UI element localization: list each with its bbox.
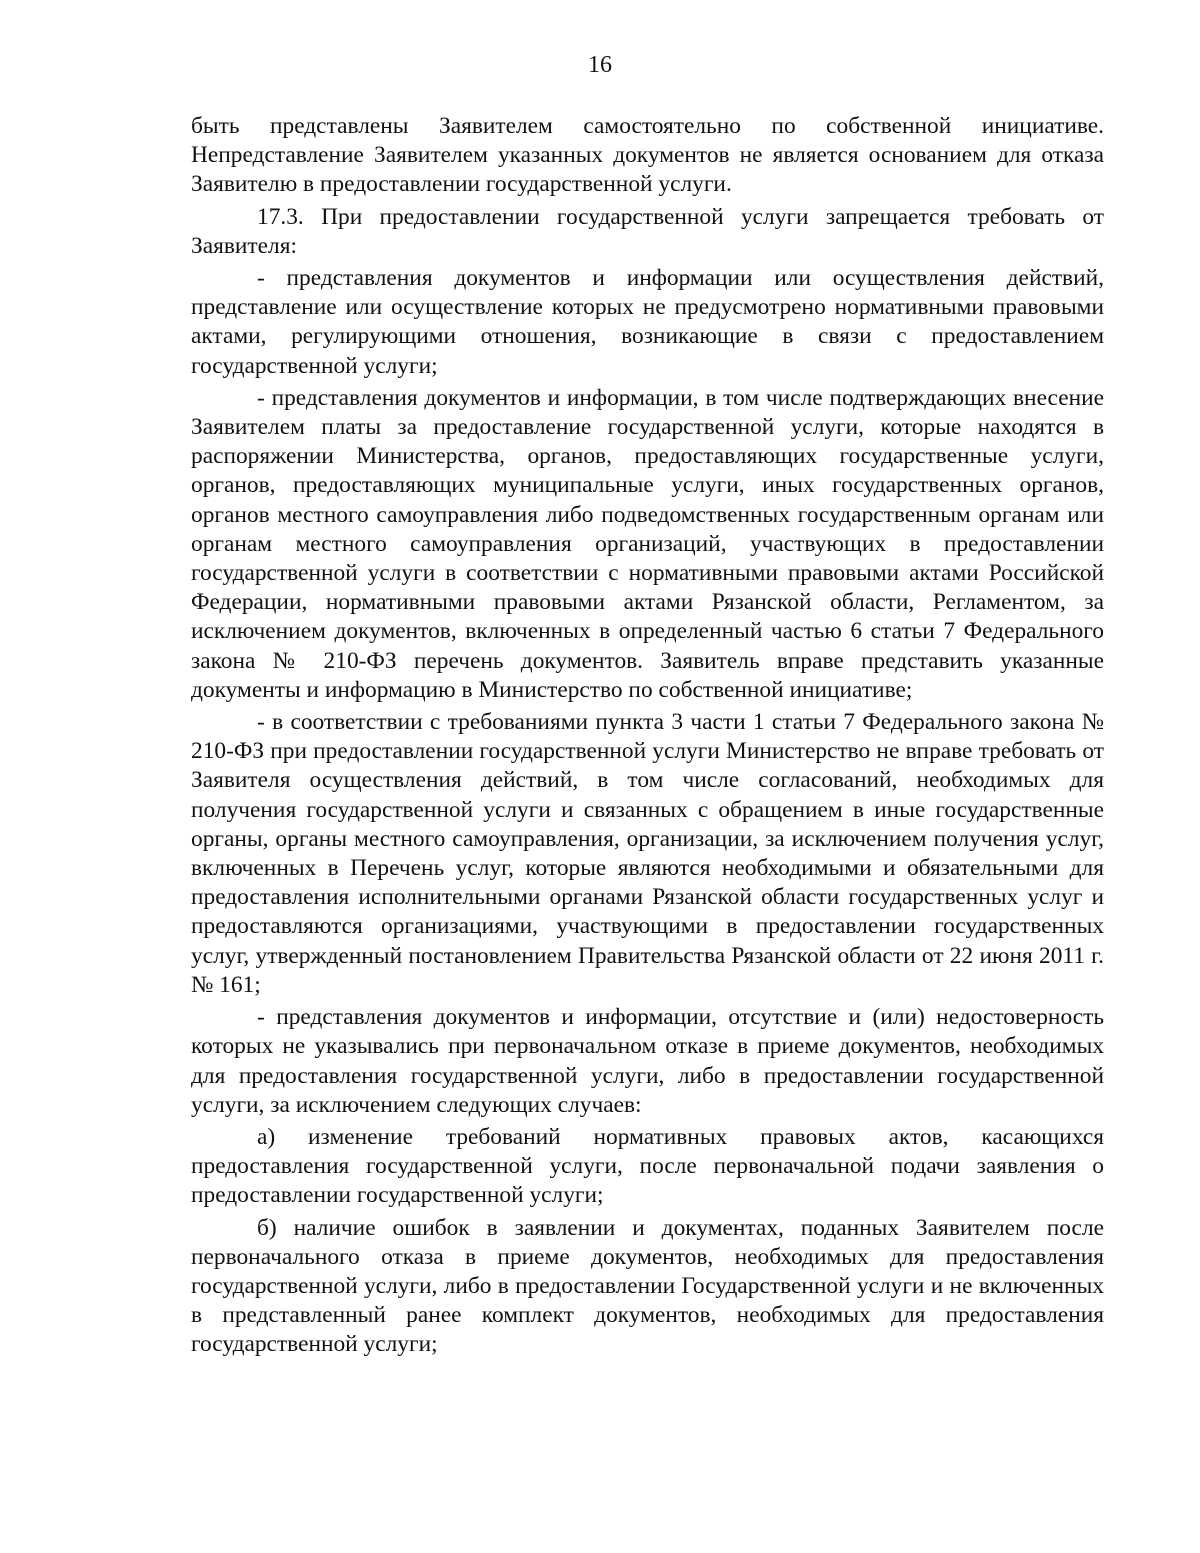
paragraph-17-3: 17.3. При предоставлении государственной услуги запрещается требовать от Заявителя:: [191, 203, 1104, 259]
paragraph-item-4: - представления документов и информации, отсутствие и (или) недостоверность которых не указывались при первоначальном отказе в приеме документов, необходимых для предоставления государственной услуги, либо в предоставлении государственной услуги, за исключением следующих случаев:: [191, 1004, 1104, 1118]
paragraph-item-3: - в соответствии с требованиями пункта 3 части 1 статьи 7 Федерального закона № 210-ФЗ при предоставлении государственной услуги Министерство не вправе требовать от Заявителя осуществления действий, в том числе согласований, необходимых для получения государственной услуги и связанных с обращением в иные государственные органы, органы местного самоуправления, организации, за исключением получения услуг, включенных в Перечень услуг, которые являются необходимыми и обязательными для предоставления исполнительными органами Рязанской области государственных услуг и предоставляются организациями, участвующими в предоставлении государственных услуг, утвержденный постановлением Правительства Рязанской области от 22 июня 2011 г. № 161;: [191, 709, 1104, 998]
page-number: 16: [588, 52, 612, 78]
paragraph-continuation: быть представлены Заявителем самостоятельно по собственной инициативе. Непредставление Заявителем указанных документов не является основанием для отказа Заявителю в предоставлении государственной услуги.: [191, 113, 1104, 198]
paragraph-case-a: а) изменение требований нормативных правовых актов, касающихся предоставления государственной услуги, после первоначальной подачи заявления о предоставлении государственной услуги;: [191, 1123, 1104, 1209]
document-body: [191, 112, 1104, 1363]
paragraph-item-1: - представления документов и информации или осуществления действий, представление или осуществление которых не предусмотрено нормативными правовыми актами, регулирующими отношения, возникающие в связи с предоставлением государственной услуги;: [191, 265, 1104, 379]
paragraph-item-2: - представления документов и информации, в том числе подтверждающих внесение Заявителем платы за предоставление государственной услуги, которые находятся в распоряжении Министерства, органов, предоставляющих государственные услуги, органов, предоставляющих муниципальные услуги, иных государственных органов, органов местного самоуправления либо подведомственных государственным органам или органам местного самоуправления организаций, участвующих в предоставлении государственной услуги в соответствии с нормативными правовыми актами Российской Федерации, нормативными правовыми актами Рязанской области, Регламентом, за исключением документов, включенных в определенный частью 6 статьи 7 Федерального закона № 210-ФЗ перечень документов. Заявитель вправе представить указанные документы и информацию в Министерство по собственной инициативе;: [191, 384, 1104, 703]
paragraph-case-b: б) наличие ошибок в заявлении и документах, поданных Заявителем после первоначального отказа в приеме документов, необходимых для предоставления государственной услуги, либо в предоставлении Государственной услуги и не включенных в представленный ранее комплект документов, необходимых для предоставления государственной услуги;: [191, 1214, 1104, 1358]
